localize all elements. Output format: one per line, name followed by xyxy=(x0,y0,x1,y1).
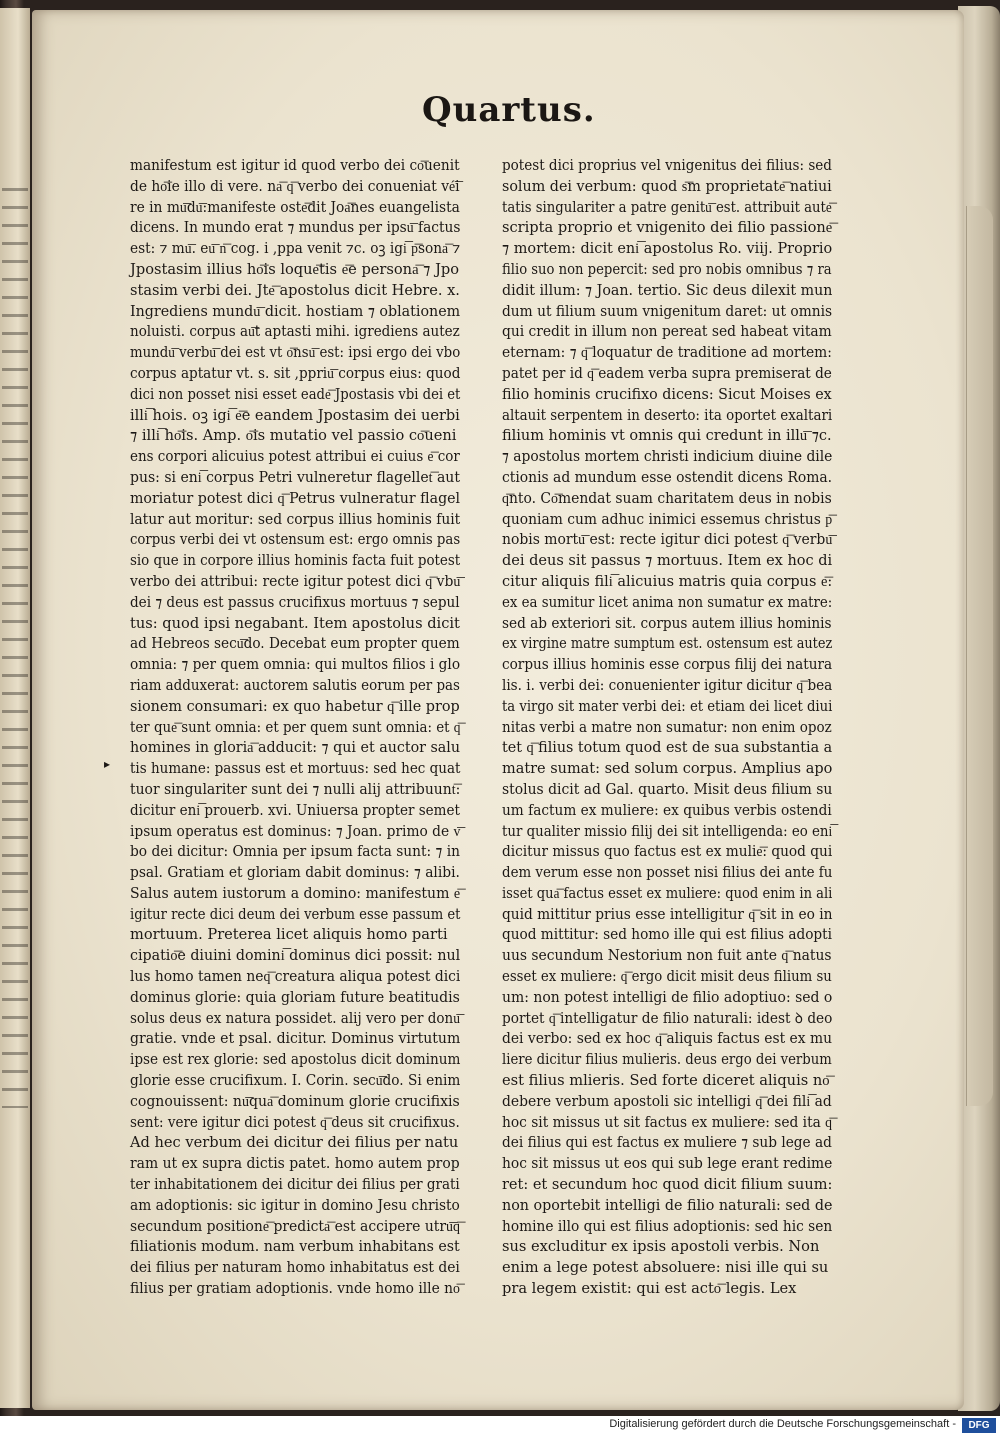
text-line: dei filius qui est factus ex muliere ⁊ sub lege ad xyxy=(502,1134,832,1152)
text-line: isset qua͞ factus esset ex muliere: quod enim in ali xyxy=(502,884,833,902)
running-heading: Quartus. xyxy=(422,90,596,130)
text-line: tur qualiter missio filij dei sit intelligenda: eo eni͞ xyxy=(502,822,833,840)
text-line: eternam: ⁊ q͞ loquatur de traditione ad mortem: xyxy=(502,344,832,362)
text-line: Ad hec verbum dei dicitur dei filius per natu xyxy=(130,1134,459,1152)
text-line: tet q͞ filius totum quod est de sua substantia a xyxy=(502,739,833,757)
text-line: homine illo qui est filius adoptionis: sed hic sen xyxy=(502,1217,833,1235)
text-line: am adoptionis: sic igitur in domino Jesu christo xyxy=(130,1196,460,1214)
text-line: dicitur eni͞ prouerb. xvi. Uniuersa propter semet xyxy=(130,801,460,819)
text-line: dem verum esse non posset nisi filius dei ante fu xyxy=(502,864,833,882)
text-line: dum ut filium suum vnigenitum daret: ut omnis xyxy=(502,302,833,320)
text-line: patet per id q͞ eadem verba supra premiserat de xyxy=(502,364,832,382)
text-line: glorie esse crucifixum. I. Corin. secu͞do. Si enim xyxy=(130,1072,461,1090)
text-line: ram ut ex supra dictis patet. homo autem prop xyxy=(130,1155,460,1173)
text-line: ⁊ illi͞ ho͞is. Amp. o͞is mutatio vel passio co͞ueni xyxy=(130,427,457,445)
funding-credit: Digitalisierung gefördert durch die Deutsche Forschungsgemeinschaft - xyxy=(609,1418,956,1430)
text-line: re in mu͞du͞:manifeste oste͞dit Joa͞nes euangelista xyxy=(130,198,460,216)
text-line: sio que in corpore illius hominis facta fuit potest xyxy=(130,552,461,570)
text-line: sent: vere igitur dici potest q͞ deus sit crucifixus. xyxy=(130,1113,460,1131)
text-line: cognouissent: nu͞qua͞ dominum glorie crucifixis xyxy=(130,1092,460,1110)
text-line: dicitur missus quo factus est ex mulie͞: quod qui xyxy=(502,843,833,861)
text-line: pra legem existit: qui est acto͞ legis. Lex xyxy=(502,1280,797,1298)
text-line: solum dei verbum: quod s͞m proprietate͞ natiui xyxy=(502,177,832,195)
text-line: omnia: ⁊ per quem omnia: qui multos filios i glo xyxy=(130,656,461,674)
text-line: psal. Gratiam et gloriam dabit dominus: ⁊ alibi. xyxy=(130,864,460,882)
text-line: ens corpori alicuius potest attribui ei cuius e͞ cor xyxy=(130,448,460,466)
text-line: homines in gloria͞ adducit: ⁊ qui et auctor salu xyxy=(130,739,461,757)
text-line: tus: quod ipsi negabant. Item apostolus dicit xyxy=(130,614,460,632)
text-line: ta virgo sit mater verbi dei: et etiam dei licet diui xyxy=(502,697,833,715)
text-line: bo dei dicitur: Omnia per ipsum facta sunt: ⁊ in xyxy=(130,843,461,861)
text-line: portet q͞ intelligatur de filio naturali: idest ꝺ deo xyxy=(502,1009,833,1027)
text-line: quoniam cum adhuc inimici essemus christus p͞ xyxy=(502,510,833,528)
text-line: nobis mortu͞ est: recte igitur dici potest q͞ verbu͞ xyxy=(502,531,833,549)
text-line: Jpostasim illius ho͞is loque͞tis e͞e persona͞ ⁊ Jpo xyxy=(130,260,460,278)
text-line: cipatio͞e diuini domini͞ dominus dici possit: nul xyxy=(130,947,461,965)
text-line: mortuum. Preterea licet aliquis homo parti xyxy=(130,926,448,944)
text-line: dicens. In mundo erat ⁊ mundus per ipsu͞ factus xyxy=(130,219,461,237)
text-line: de ho͞ie illo di vere. na͞ q͞ verbo dei conueniat vé͞i xyxy=(130,177,460,195)
text-line: um factum ex muliere: ex quibus verbis ostendi xyxy=(502,801,832,819)
text-line: ter que͞ sunt omnia: et per quem sunt omnia: et q͞ xyxy=(130,718,461,736)
text-line: hoc sit missus ut eos qui sub lege erant redime xyxy=(502,1155,833,1173)
text-line: dei deus sit passus ⁊ mortuus. Item ex hoc di xyxy=(502,552,833,570)
text-line: ad Hebreos secu͞do. Decebat eum propter quem xyxy=(130,635,460,653)
text-line: Ingrediens mundu͞ dicit. hostiam ⁊ oblationem xyxy=(130,302,461,320)
page-flap xyxy=(966,206,993,1106)
text-line: ex ea sumitur licet anima non sumatur ex matre: xyxy=(502,593,833,611)
text-line: esset ex muliere: q͞ ergo dicit misit deus filium su xyxy=(502,968,832,986)
text-line: est filius mlieris. Sed forte diceret aliquis no͞ xyxy=(502,1072,830,1090)
text-line: latur aut moritur: sed corpus illius hominis fuit xyxy=(130,510,461,528)
text-line: filius per gratiam adoptionis. vnde homo ille no͞ xyxy=(130,1280,460,1298)
text-line: solus deus ex natura possidet. alij vero per donu͞ xyxy=(130,1009,460,1027)
text-line: qui credit in illum non pereat sed habeat vitam xyxy=(502,323,832,341)
text-line: Salus autem iustorum a domino: manifestum e͞ xyxy=(130,884,461,902)
text-line: sionem consumari: ex quo habetur q͞ ille prop xyxy=(130,697,460,715)
text-line: um: non potest intelligi de filio adoptiuo: sed o xyxy=(502,988,833,1006)
text-line: dei ⁊ deus est passus crucifixus mortuus ⁊ sepul xyxy=(130,593,460,611)
text-line: ipsum operatus est dominus: ⁊ Joan. primo de v͞ xyxy=(130,822,461,840)
text-line: sed ab exteriori sit. corpus autem illius hominis xyxy=(502,614,832,632)
text-line: corpus aptatur vt. s. sit ,ppriu͞ corpus eius: quod xyxy=(130,364,461,382)
text-line: tis humane: passus est et mortuus: sed hec quat xyxy=(130,760,461,778)
text-line: ret: et secundum hoc quod dicit filium suum: xyxy=(502,1176,833,1194)
text-line: verbo dei attribui: recte igitur potest dici q͞ vbu͞ xyxy=(130,572,461,590)
text-line: citur aliquis fili͞ alicuius matris quia corpus e͞: xyxy=(502,572,833,590)
text-line: igitur recte dici deum dei verbum esse passum et xyxy=(130,905,461,923)
text-line: moriatur potest dici q͞ Petrus vulneratur flagel xyxy=(130,489,461,507)
text-line: noluisti. corpus au͞t aptasti mihi. igrediens autez xyxy=(130,323,460,341)
text-line: ⁊ mortem: dicit eni͞ apostolus Ro. viij. Proprio xyxy=(502,240,833,258)
text-line: matre sumat: sed solum corpus. Amplius apo xyxy=(502,760,833,778)
text-line: hoc sit missus ut sit factus ex muliere: sed ita q͞ xyxy=(502,1113,833,1131)
text-line: quod mittitur: sed homo ille qui est filius adopti xyxy=(502,926,833,944)
text-line: dominus glorie: quia gloriam future beatitudis xyxy=(130,988,460,1006)
text-line: manifestum est igitur id quod verbo dei co͞uenit xyxy=(130,157,460,174)
text-line: liere dicitur filius mulieris. deus ergo dei verbum xyxy=(502,1051,832,1069)
dfg-logo[interactable]: DFG xyxy=(962,1418,996,1433)
text-line: lis. i. verbi dei: conuenienter igitur dicitur q͞ bea xyxy=(502,676,833,694)
text-line: debere verbum apostoli sic intelligi q͞ dei fili͞ ad xyxy=(502,1092,832,1110)
text-line: corpus verbi dei vt ostensum est: ergo omnis pas xyxy=(130,531,461,549)
text-line: ipse est rex glorie: sed apostolus dicit dominum xyxy=(130,1051,461,1069)
text-line: dici non posset nisi esset eade͞ Jpostasis vbi dei et xyxy=(130,385,461,403)
text-line: est: ⁊ mu͞. eu͞ n͞ cog. i ,ppa venit ⁊c. oꝫ igi͞ p͞sona͞ ⁊ xyxy=(130,240,461,258)
text-line: gratie. vnde et psal. dicitur. Dominus virtutum xyxy=(130,1030,461,1048)
text-line: riam adduxerat: auctorem salutis eorum per pas xyxy=(130,676,460,694)
text-line: ctionis ad mundum esse ostendit dicens Roma. xyxy=(502,468,833,486)
text-line: ter inhabitationem dei dicitur dei filius per grati xyxy=(130,1176,460,1194)
digitization-footer xyxy=(0,1416,1000,1436)
text-line: mundu͞ verbu͞ dei est vt o͞nsu͞ est: ipsi ergo dei vbo xyxy=(130,344,461,362)
text-line: lus homo tamen neq͞ creatura aliqua potest dici xyxy=(130,968,461,986)
text-line: pus: si eni͞ corpus Petri vulneretur flagellet͞ aut xyxy=(130,468,460,486)
facing-page-edge xyxy=(0,8,30,1408)
text-line: uus secundum Nestorium non fuit ante q͞ natus xyxy=(502,947,832,965)
text-line: q͞nto. Co͞mendat suam charitatem deus in nobis xyxy=(502,489,832,507)
text-line: filiationis modum. nam verbum inhabitans est xyxy=(130,1238,460,1256)
text-line: dei filius per naturam homo inhabitatus est dei xyxy=(130,1259,460,1277)
text-line: enim a lege potest absoluere: nisi ille qui su xyxy=(502,1259,829,1277)
text-line: filium hominis vt omnis qui credunt in illu͞ ⁊c. xyxy=(502,427,832,445)
text-line: filio hominis crucifixo dicens: Sicut Moises ex xyxy=(502,385,832,403)
text-line: tatis singulariter a patre genitu͞ est. attribuit aute͞ xyxy=(502,198,832,216)
text-line: dei verbo: sed ex hoc q͞ aliquis factus est ex mu xyxy=(502,1030,832,1048)
text-line: ex virgine matre sumptum est. ostensum est autez xyxy=(502,635,833,653)
text-line: non oportebit intelligi de filio naturali: sed de xyxy=(502,1196,833,1214)
right-text-column xyxy=(502,156,832,1300)
facing-page-text-sliver xyxy=(2,178,28,1108)
text-line: sus excluditur ex ipsis apostoli verbis. Non xyxy=(502,1238,820,1256)
text-line: tuor singulariter sunt dei ⁊ nulli alij attribuunt͞: xyxy=(130,780,461,798)
text-line: stolus dicit ad Gal. quarto. Misit deus filium su xyxy=(502,780,833,798)
text-line: ⁊ apostolus mortem christi indicium diuine dile xyxy=(502,448,833,466)
text-line: potest dici proprius vel vnigenitus dei filius: sed xyxy=(502,157,832,174)
text-line: secundum positione͞ predicta͞ est accipere utru͞q͞ xyxy=(130,1217,460,1235)
text-line: corpus illius hominis esse corpus filij dei natura xyxy=(502,656,833,674)
text-line: scripta proprio et vnigenito dei filio passione͞ xyxy=(502,219,833,237)
margin-marker: ▸ xyxy=(104,757,111,771)
page-stack-edge xyxy=(958,6,1000,1411)
text-line: illi͞ hois. oꝫ igi͞ e͞e eandem Jpostasim dei uerbi xyxy=(130,406,460,424)
left-text-column xyxy=(130,156,460,1300)
text-line: didit illum: ⁊ Joan. tertio. Sic deus dilexit mun xyxy=(502,281,833,299)
text-line: altauit serpentem in deserto: ita oportet exaltari xyxy=(502,406,833,424)
text-line: nitas verbi a matre non sumatur: non enim opoz xyxy=(502,718,832,736)
text-line: stasim verbi dei. Jte͞ apostolus dicit Hebre. x. xyxy=(130,281,460,299)
text-line: quid mittitur prius esse intelligitur q͞ sit in eo in xyxy=(502,905,833,923)
text-line: filio suo non pepercit: sed pro nobis omnibus ⁊ ra xyxy=(502,260,832,278)
